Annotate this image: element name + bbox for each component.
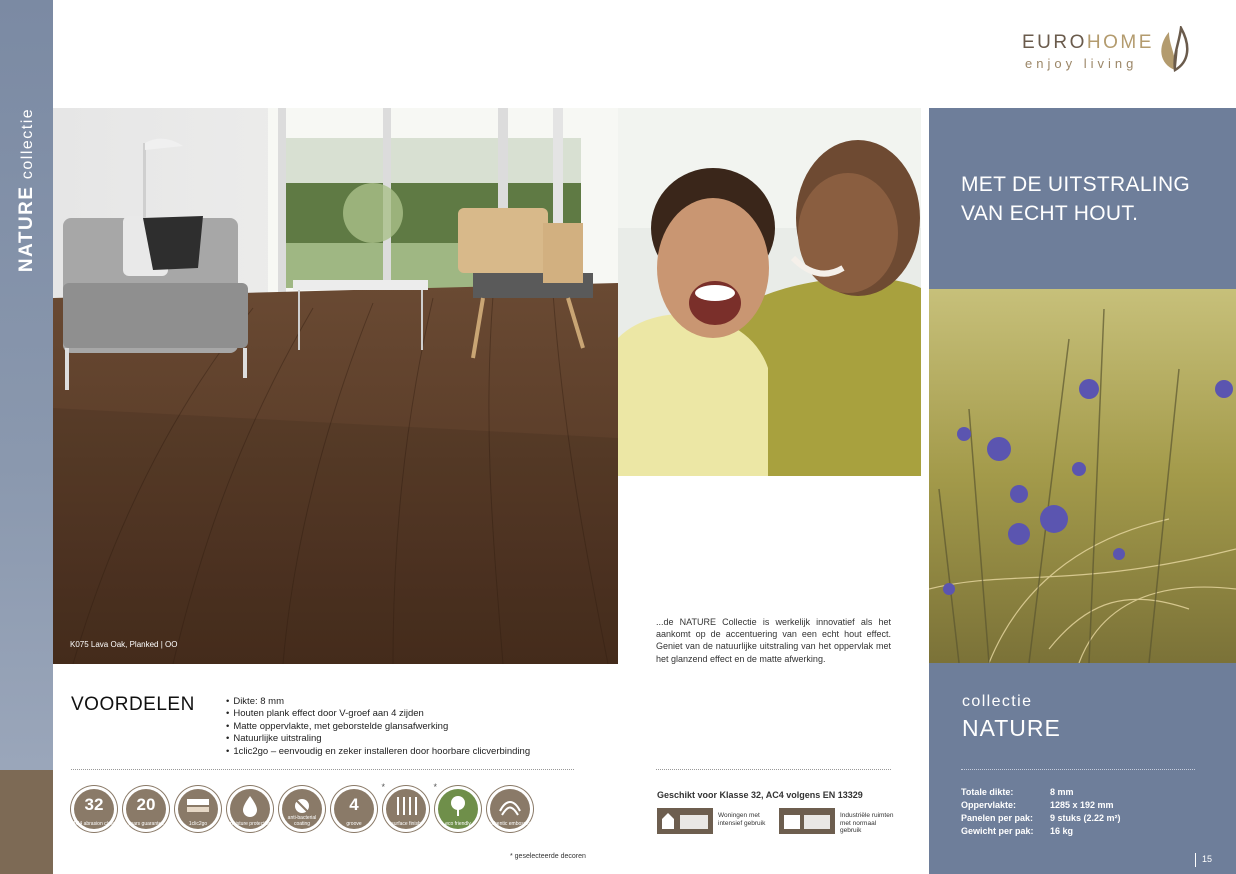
panel-divider <box>961 769 1195 770</box>
badge-caption: years guarantee <box>127 821 165 827</box>
badge-caption: surface finish <box>391 821 421 827</box>
spec-row <box>961 812 1121 825</box>
page-number: 15 <box>1195 853 1212 867</box>
list-item: • Houten plank effect door V-groef aan 4 zijden <box>226 708 530 720</box>
intro-paragraph: ...de NATURE Collectie is werkelijk innovatief als het aankomt op de accentuering van een echt hout effect. Geniet van de natuurlijke uitstraling van het oppervlak met het glanzend effect en de matte afwerking. <box>656 617 891 664</box>
spec-row <box>961 786 1121 799</box>
industrial-use-label: Industriële ruimten met normaal gebruik <box>840 812 894 834</box>
spec-row <box>961 825 1121 838</box>
spec-label: Panelen per pak: <box>961 813 1034 823</box>
family-photo <box>618 108 921 476</box>
guarantee-icon <box>123 786 169 832</box>
spec-label: Oppervlakte: <box>961 800 1017 810</box>
panel-heading-line1: MET DE UITSTRALING <box>961 173 1191 196</box>
suitability-divider <box>656 769 891 770</box>
residential-use-label: Woningen met intensief gebruik <box>718 812 766 827</box>
room-scene <box>53 108 618 664</box>
panel-heading <box>961 170 1211 228</box>
logo-wordmark <box>1022 32 1154 54</box>
spec-label: Gewicht per pak: <box>961 826 1034 836</box>
spec-value: 16 kg <box>1050 826 1074 836</box>
badge-caption: groove <box>346 821 362 827</box>
room-photo-caption: K075 Lava Oak, Planked | OO <box>70 640 178 649</box>
industrial-use-icon <box>779 808 835 834</box>
asterisk-icon: * <box>433 782 437 792</box>
list-item: • Dikte: 8 mm <box>226 696 530 708</box>
badge-caption: 1clic2go <box>188 821 208 827</box>
badge-caption: eco friendly <box>445 821 471 827</box>
family-scene <box>618 108 921 476</box>
asterisk-icon: * <box>381 782 385 792</box>
logo-part1: EURO <box>1022 32 1087 53</box>
badge-number: 20 <box>136 795 156 814</box>
badge-caption: authentic embossing <box>487 821 533 827</box>
surface-finish-icon <box>383 782 437 832</box>
spec-value: 1285 x 192 mm <box>1050 800 1114 810</box>
badge-number: 4 <box>349 795 359 814</box>
voordelen-list <box>226 696 530 758</box>
panel-collectie-label: collectie <box>962 693 1033 710</box>
antibacterial-icon <box>279 786 325 832</box>
cornflower-field-photo <box>929 289 1236 663</box>
spec-table <box>961 786 1121 838</box>
list-item: • Matte oppervlakte, met geborstelde glansafwerking <box>226 721 530 733</box>
leaf-icon <box>1155 26 1193 72</box>
eco-friendly-icon <box>435 786 481 832</box>
sidebar-collection-name: NATURE <box>16 185 37 273</box>
flower-scene <box>929 289 1236 663</box>
sidebar-collection-label <box>0 90 53 290</box>
list-item: • 1clic2go – eenvoudig en zeker installeren door hoorbare clicverbinding <box>226 746 530 758</box>
spec-row <box>961 799 1121 812</box>
authentic-embossing-icon <box>487 786 533 832</box>
moisture-protection-icon <box>227 786 273 832</box>
logo-part2: HOME <box>1086 32 1154 53</box>
list-item: • Natuurlijke uitstraling <box>226 733 530 745</box>
logo-tagline: enjoy living <box>1025 56 1138 71</box>
badge-caption: anti-bacterial coating <box>287 815 317 827</box>
sidebar-collection-word: collectie <box>19 107 36 180</box>
residential-use-icon <box>657 808 713 834</box>
badge-caption: AC4 abrasion class <box>72 821 116 827</box>
spec-value: 9 stuks (2.22 m²) <box>1050 813 1121 823</box>
abrasion-class-icon <box>71 786 117 832</box>
room-floor-photo <box>53 108 618 664</box>
sidebar-strip-footer <box>0 770 53 874</box>
voordelen-heading: VOORDELEN <box>71 694 195 715</box>
v-groove-icon <box>331 782 385 832</box>
1clic2go-icon <box>175 786 221 832</box>
eurohome-logo <box>1022 26 1197 74</box>
badge-caption: moisture protection <box>228 821 272 827</box>
spec-value: 8 mm <box>1050 787 1074 797</box>
panel-heading-line2: VAN ECHT HOUT. <box>961 202 1139 225</box>
footnote: * geselecteerde decoren <box>510 853 586 860</box>
badge-number: 32 <box>84 795 104 814</box>
voordelen-divider <box>71 769 574 770</box>
panel-collection-name: NATURE <box>962 715 1061 741</box>
suitability-title: Geschikt voor Klasse 32, AC4 volgens EN 13329 <box>657 790 863 800</box>
spec-label: Totale dikte: <box>961 787 1014 797</box>
